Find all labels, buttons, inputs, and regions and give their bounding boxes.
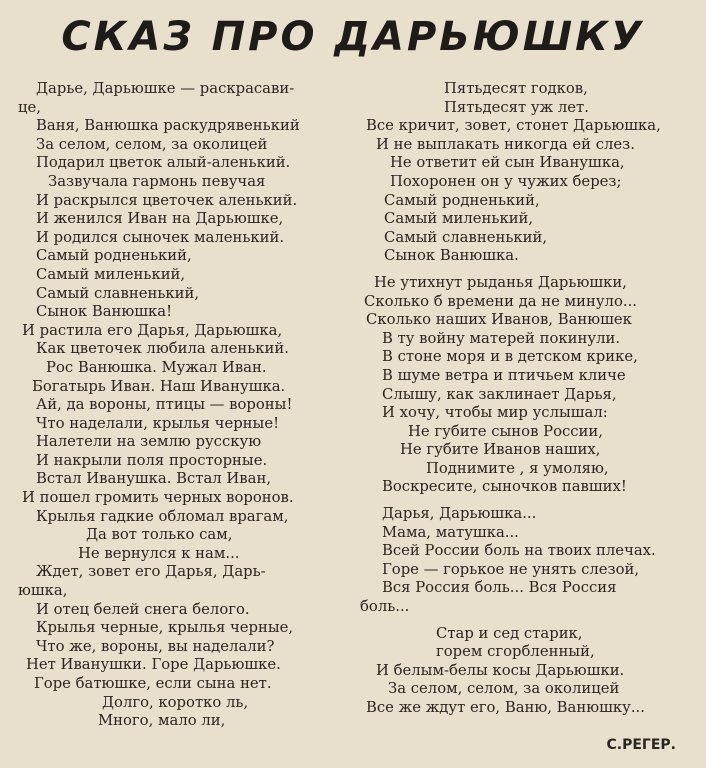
- poem-line: Самый славненький,: [36, 284, 200, 302]
- stanza-gap: [360, 266, 690, 274]
- poem-line: И родился сыночек маленький.: [36, 228, 285, 246]
- poem-line: Ай, да вороны, птицы — вороны!: [36, 396, 293, 414]
- poem-line: Ждет, зовет его Дарья, Дарь-: [36, 563, 266, 581]
- poem-line: Не губите сынов России,: [408, 422, 603, 440]
- poem-line: Да вот только сам,: [86, 526, 233, 544]
- poem-line: Мама, матушка...: [382, 523, 519, 541]
- poem-line: Дарья, Дарьюшка...: [382, 505, 537, 523]
- poem-line: Похоронен он у чужих берез;: [390, 172, 622, 190]
- poem-line: Долго, коротко ль,: [102, 693, 249, 711]
- poem-line: Налетели на землю русскую: [36, 433, 262, 451]
- poem-line: Нет Иванушки. Горе Дарьюшке.: [26, 656, 281, 674]
- poem-line: боль...: [360, 598, 410, 616]
- poem-line: Пятьдесят уж лет.: [444, 98, 589, 116]
- poem-line: Не вернулся к нам...: [78, 544, 240, 562]
- author-signature: С.РЕГЕР.: [606, 737, 676, 753]
- poem-line: Что наделали, крылья черные!: [36, 414, 280, 432]
- poem-column-left: [18, 80, 348, 731]
- poem-line: Сынок Ванюшка.: [384, 247, 519, 265]
- poem-line: Не ответит ей сын Иванушка,: [390, 154, 625, 172]
- poem-line: И пошел громить черных воронов.: [22, 489, 294, 507]
- poem-line: В шуме ветра и птичьем кличе: [382, 366, 626, 384]
- poem-line: Всей России боль на твоих плечах.: [382, 542, 656, 560]
- poem-line: юшка,: [18, 582, 68, 600]
- poem-line: Крылья гадкие обломал врагам,: [36, 507, 289, 525]
- poem-line: Ваня, Ванюшка раскудрявенький: [36, 117, 300, 135]
- poem-line: Богатырь Иван. Наш Иванушка.: [32, 377, 286, 395]
- poem-line: И белым-белы косы Дарьюшки.: [376, 661, 625, 679]
- stanza-gap: [360, 617, 690, 625]
- poem-line: Все же ждут его, Ваню, Ванюшку...: [366, 699, 645, 716]
- poem-line: И отец белей снега белого.: [36, 600, 250, 618]
- poem-line: Сколько б времени да не минуло...: [364, 292, 637, 310]
- poem-line: Как цветочек любила аленький.: [36, 340, 289, 358]
- poem-line: За селом, селом, за околицей: [36, 135, 268, 153]
- poem-line: Самый миленький,: [36, 265, 186, 283]
- poem-line: И накрыли поля просторные.: [36, 451, 268, 469]
- poem-line: Горе батюшке, если сына нет.: [34, 675, 272, 692]
- poem-line: В ту войну матерей покинули.: [382, 329, 621, 347]
- poem-line: Вся Россия боль... Вся Россия: [382, 579, 617, 597]
- poem-line: Стар и сед старик,: [436, 624, 583, 642]
- poem-line: Все кричит, зовет, стонет Дарьюшка,: [366, 117, 661, 135]
- poem-line: горем сгорбленный,: [436, 643, 595, 661]
- poem-line: Воскресите, сыночков павших!: [382, 478, 627, 496]
- poem-line: В стоне моря и в детском крике,: [382, 348, 638, 366]
- poem-line: Встал Иванушка. Встал Иван,: [36, 470, 272, 488]
- poem-column-right: [360, 80, 690, 718]
- poem-line: Самый миленький,: [384, 210, 534, 228]
- poem-line: Рос Ванюшка. Мужал Иван.: [46, 358, 267, 376]
- poem-line: Самый родненький,: [36, 247, 192, 265]
- poem-line: И растила его Дарья, Дарьюшка,: [22, 321, 283, 339]
- poem-line: Поднимите , я умоляю,: [426, 459, 609, 477]
- poem-line: Не утихнут рыданья Дарьюшки,: [374, 273, 627, 291]
- poem-line: Сколько наших Иванов, Ванюшек: [366, 311, 632, 329]
- poem-line: Слышу, как заклинает Дарья,: [382, 385, 617, 403]
- poem-line: Что же, вороны, вы наделали?: [36, 637, 275, 655]
- poem-title: СКАЗ ПРО ДАРЬЮШКУ: [61, 14, 645, 60]
- poem-line: Подарил цветок алый-аленький.: [36, 154, 291, 172]
- poem-line: Дарье, Дарьюшке — раскрасави-: [36, 80, 295, 97]
- poem-line: Зазвучала гармонь певучая: [48, 172, 266, 190]
- poem-line: И хочу, чтобы мир услышал:: [382, 404, 608, 422]
- poem-line: Пятьдесят годков,: [444, 80, 588, 97]
- poem-line: це,: [18, 98, 41, 116]
- poem-line: Самый родненький,: [384, 191, 540, 209]
- poem-line: И раскрылся цветочек аленький.: [36, 191, 298, 209]
- poem-line: И не выплакать никогда ей слез.: [376, 135, 635, 153]
- poem-line: Не губите Иванов наших,: [400, 441, 601, 459]
- poem-line: Крылья черные, крылья черные,: [36, 619, 294, 637]
- poem-line: Самый славненький,: [384, 228, 548, 246]
- poem-line: За селом, селом, за околицей: [388, 680, 620, 698]
- poem-line: Горе — горькое не унять слезой,: [382, 560, 640, 578]
- poem-line: Много, мало ли,: [98, 712, 226, 730]
- poem-line: И женился Иван на Дарьюшке,: [36, 210, 284, 228]
- poem-line: Сынок Ванюшка!: [36, 303, 173, 321]
- stanza-gap: [360, 497, 690, 505]
